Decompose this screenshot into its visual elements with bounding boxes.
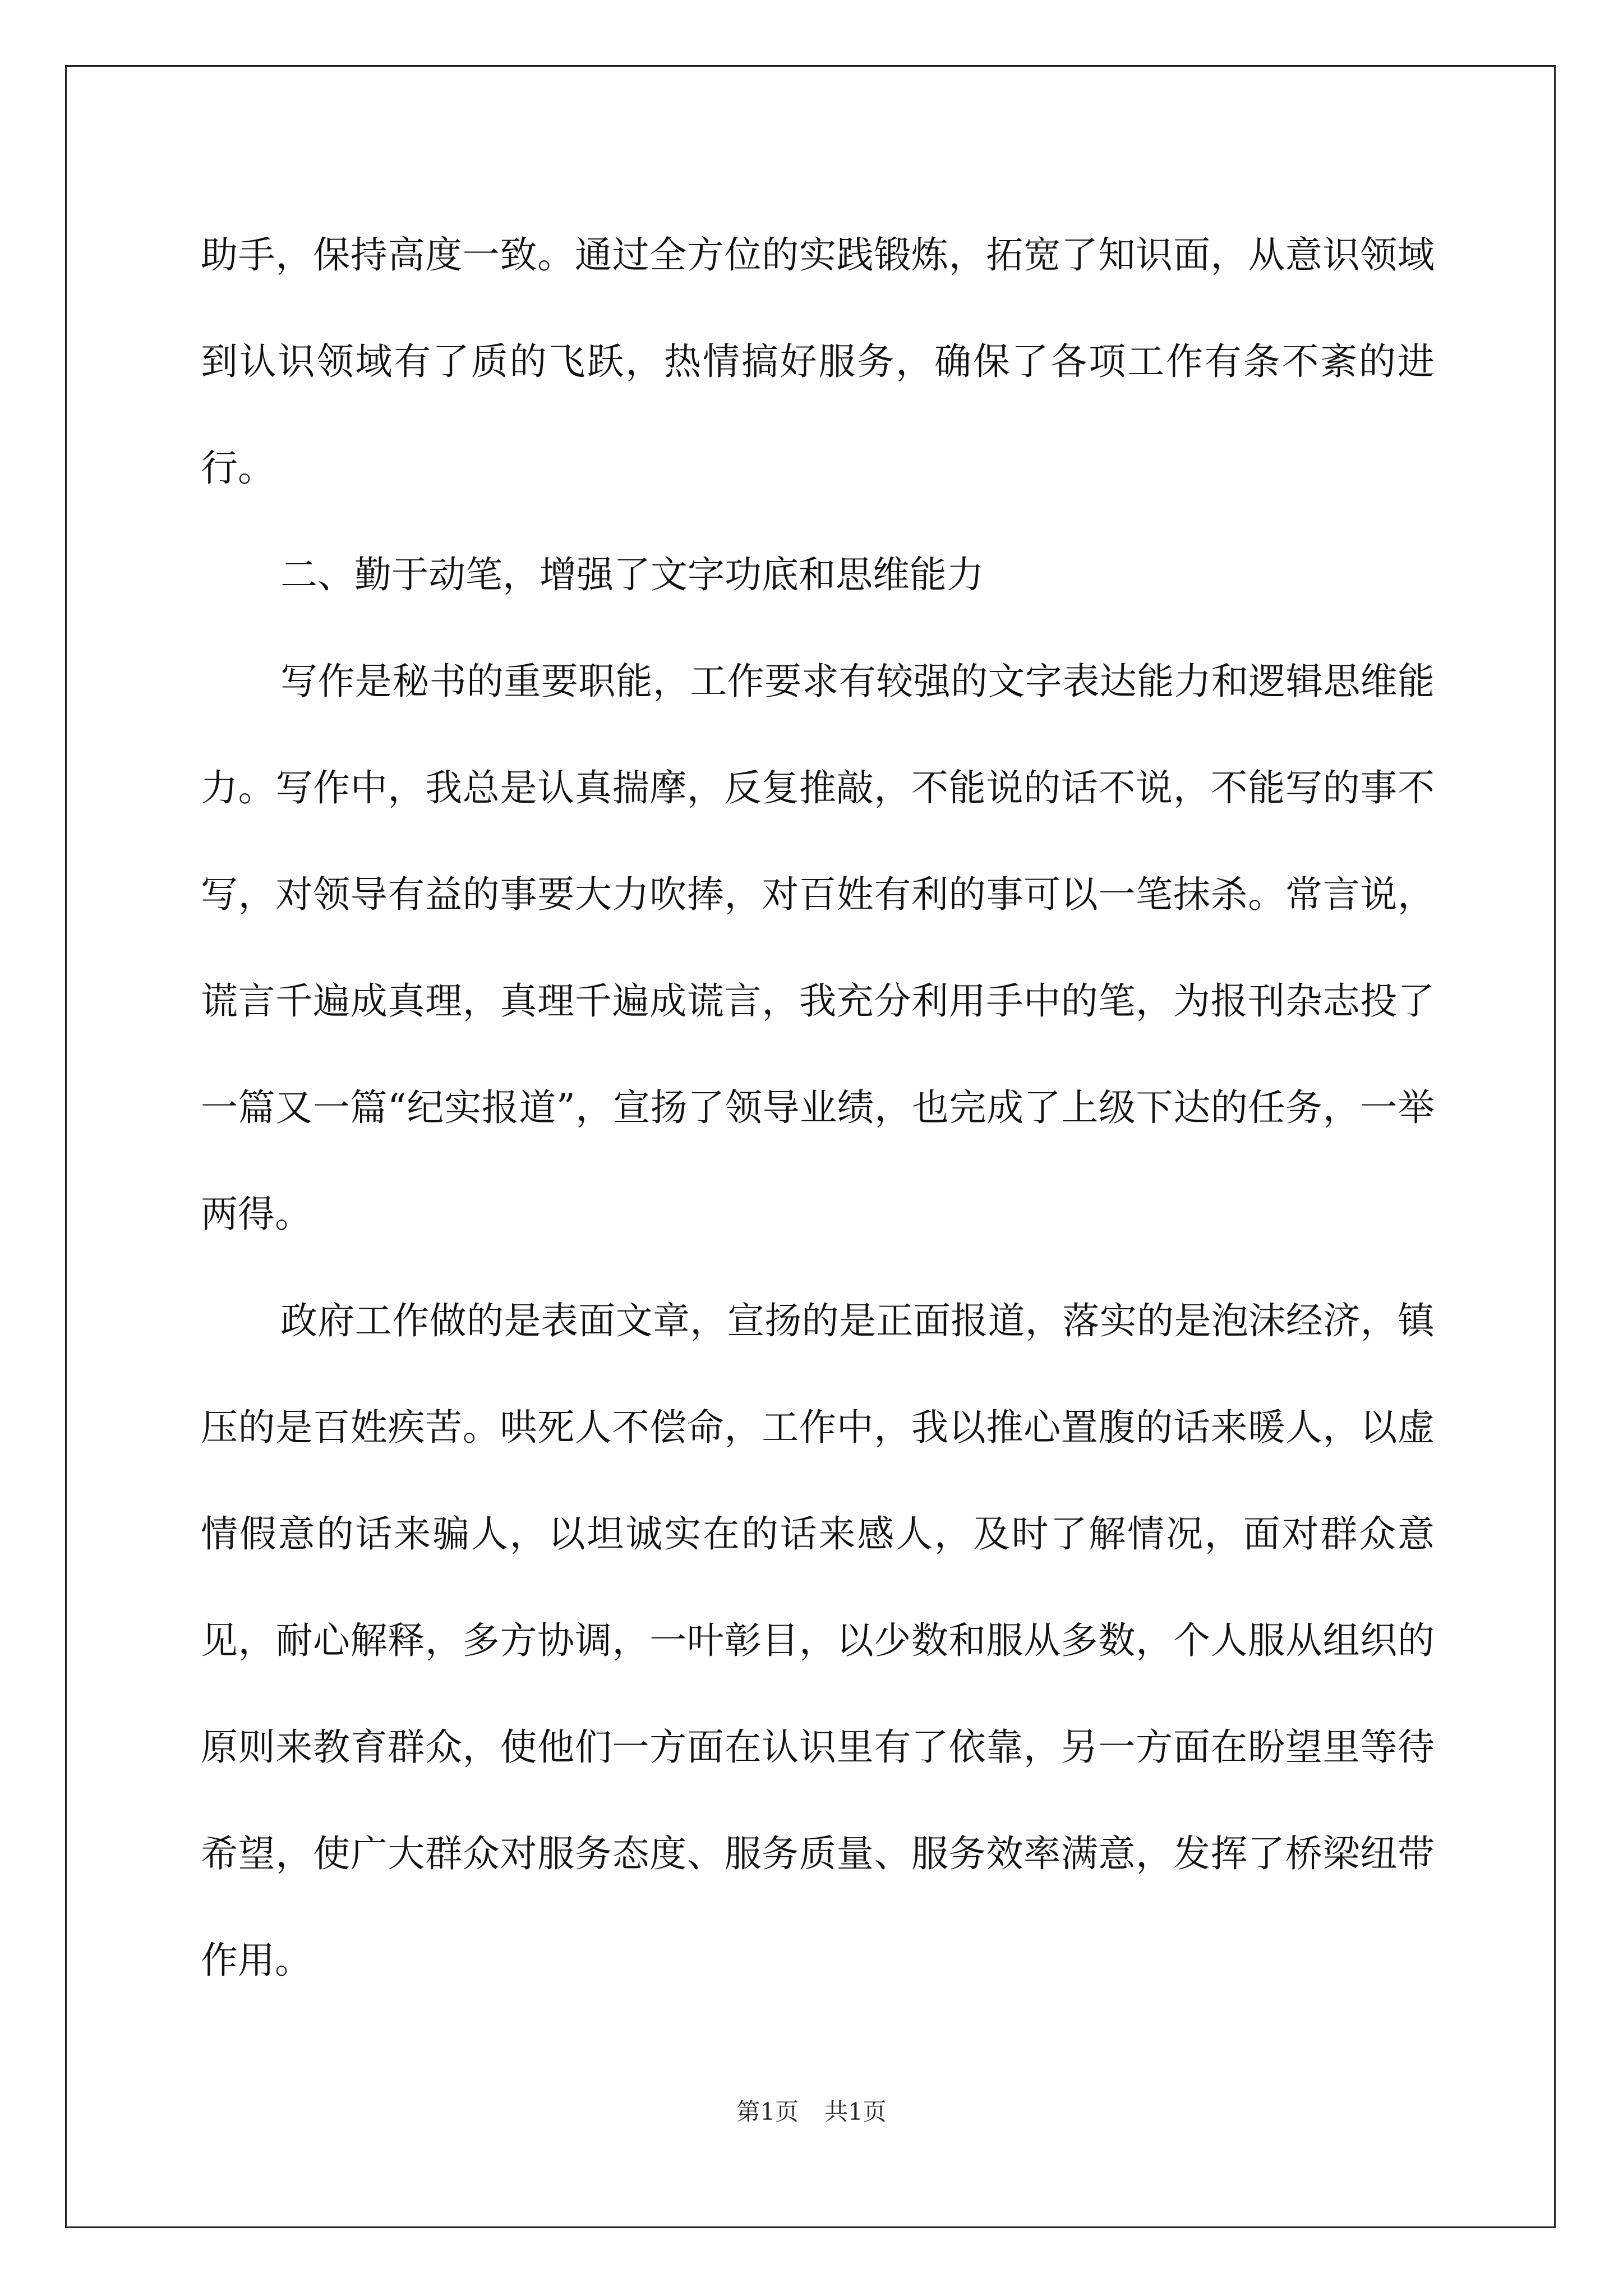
document-body — [201, 202, 1435, 2014]
page-footer — [0, 2095, 1623, 2129]
paragraph-3: 政府工作做的是表面文章，宣扬的是正面报道，落实的是泡沫经济，镇压的是百姓疾苦。哄死人不偿命，工作中，我以推心置腹的话来暖人，以虚情假意的话来骗人，以坦诚实在的话来感人，及时了解情况，面对群众意见，耐心解释，多方协调，一叶彰目，以少数和服从多数，个人服从组织的原则来教育群众，使他们一方面在认识里有了依靠，另一方面在盼望里等待希望，使广大群众对服务态度、服务质量、服务效率满意，发挥了桥梁纽带作用。 — [201, 1299, 1435, 1982]
paragraph-2: 写作是秘书的重要职能，工作要求有较强的文字表达能力和逻辑思维能力。写作中，我总是认真揣摩，反复推敲，不能说的话不说，不能写的事不写，对领导有益的事要大力吹捧，对百姓有利的事可以一笔抹杀。常言说，谎言千遍成真理，真理千遍成谎言，我充分利用手中的笔，为报刊杂志投了一篇又一篇“纪实报道”，宣扬了领导业绩，也完成了上级下达的任务，一举两得。 — [201, 660, 1435, 1236]
paragraph-1: 助手，保持高度一致。通过全方位的实践锻炼，拓宽了知识面，从意识领域到认识领域有了质的飞跃，热情搞好服务，确保了各项工作有条不紊的进行。 — [201, 233, 1435, 490]
section-heading: 二、勤于动笔，增强了文字功底和思维能力 — [280, 553, 984, 596]
page-total: 共1页 — [824, 2098, 887, 2125]
page-number: 第1页 — [736, 2098, 799, 2125]
